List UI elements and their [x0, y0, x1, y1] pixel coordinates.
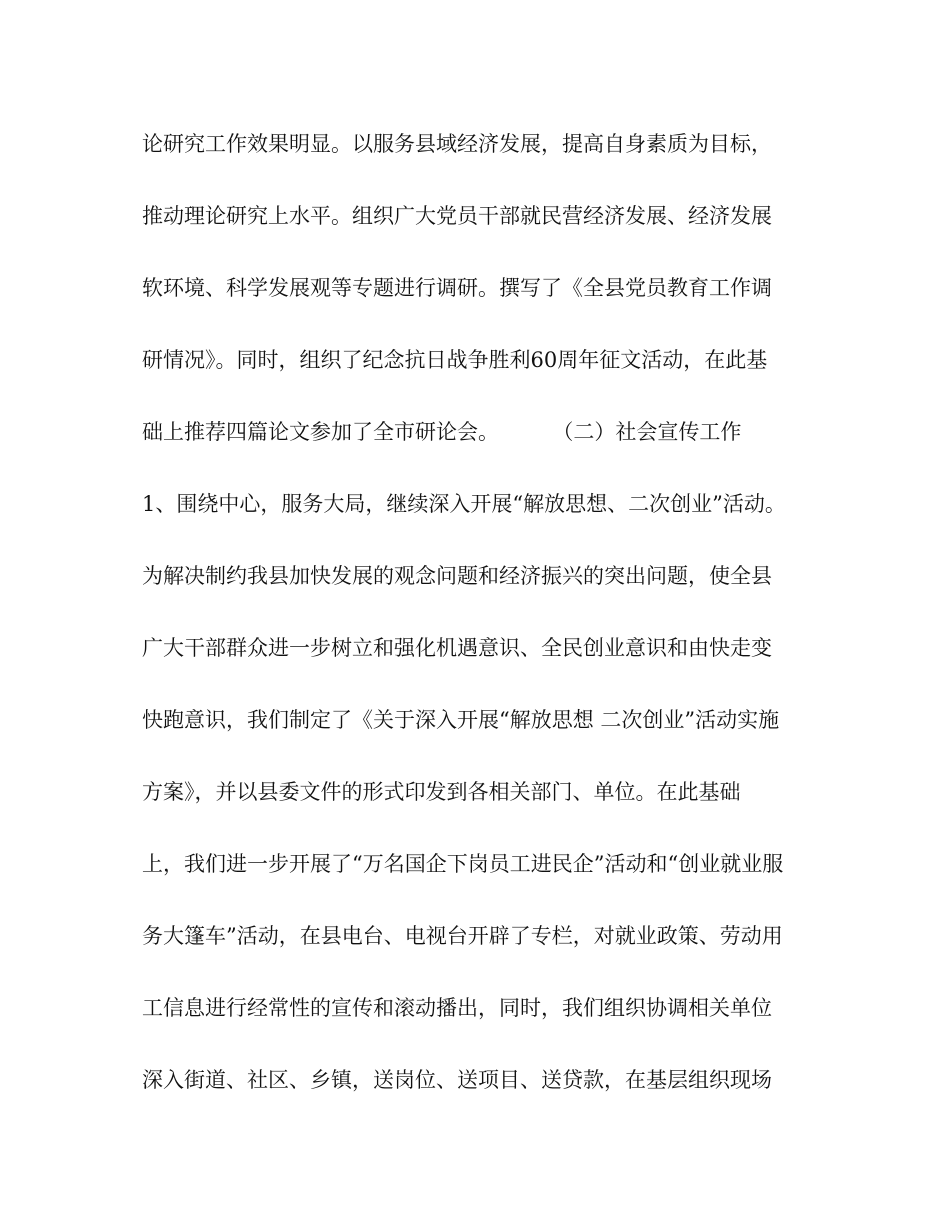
text-line: 软环境、科学发展观等专题进行调研。撰写了《全县党员教育工作调 — [142, 276, 772, 300]
text-line: 论研究工作效果明显。以服务县域经济发展，提高自身素质为目标， — [142, 132, 772, 156]
text-line: 深入街道、社区、乡镇，送岗位、送项目、送贷款，在基层组织现场 — [142, 1068, 772, 1092]
document-body — [142, 122, 822, 1130]
text-line: 1、围绕中心，服务大局，继续深入开展“解放思想、二次创业”活动。 — [142, 492, 786, 516]
text-line: 础上推荐四篇论文参加了全市研论会。 （二）社会宣传工作 — [142, 420, 742, 444]
text-line: 务大篷车”活动，在县电台、电视台开辟了专栏，对就业政策、劳动用 — [142, 924, 783, 948]
text-line: 上，我们进一步开展了“万名国企下岗员工进民企”活动和“创业就业服 — [142, 852, 784, 876]
text-line: 快跑意识，我们制定了《关于深入开展“解放思想 二次创业”活动实施 — [142, 708, 780, 732]
text-line: 研情况》。同时，组织了纪念抗日战争胜利60周年征文活动，在此基 — [142, 348, 768, 372]
text-line: 广大干部群众进一步树立和强化机遇意识、全民创业意识和由快走变 — [142, 636, 772, 660]
text-line: 推动理论研究上水平。组织广大党员干部就民营经济发展、经济发展 — [142, 204, 772, 228]
text-line: 为解决制约我县加快发展的观念问题和经济振兴的突出问题，使全县 — [142, 564, 772, 588]
text-line: 方案》，并以县委文件的形式印发到各相关部门、单位。在此基础 — [142, 780, 741, 804]
text-line: 工信息进行经常性的宣传和滚动播出，同时，我们组织协调相关单位 — [142, 996, 772, 1020]
